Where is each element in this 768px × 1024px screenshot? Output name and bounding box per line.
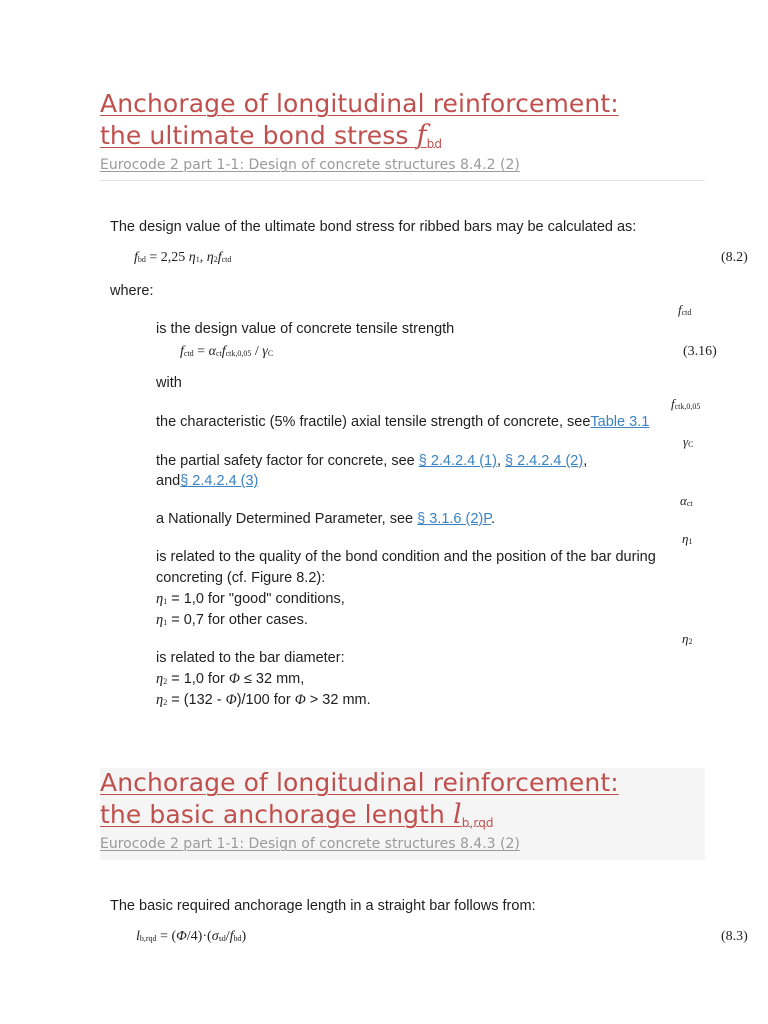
fctd-description: is the design value of concrete tensile strength bbox=[156, 321, 455, 337]
eq-eta1-sub: 1 bbox=[195, 255, 200, 264]
lbrqd-equation: lb,rqd = (Φ/4)·(σsd/fbd) bbox=[136, 929, 247, 944]
eq-eta2-sub: 2 bbox=[213, 255, 218, 264]
link-3-1-6-2p[interactable]: § 3.1.6 (2)P bbox=[417, 511, 492, 527]
section1-source-link[interactable]: Eurocode 2 part 1-1: Design of concrete structures 8.4.2 (2) bbox=[100, 157, 520, 173]
eq-f-sub: bd bbox=[137, 255, 146, 264]
eta2-description: is related to the bar diameter: bbox=[156, 650, 345, 666]
eq-fctd-sub: ctd bbox=[221, 255, 232, 264]
eta2-case-b: η2 = (132 - Φ)/100 for Φ > 32 mm. bbox=[156, 692, 371, 708]
section1-title-text: the ultimate bond stress bbox=[100, 121, 417, 150]
eq-f: f bbox=[134, 250, 138, 265]
fctd-symbol: fctd bbox=[678, 302, 692, 317]
link-2-4-2-4-3[interactable]: § 2.4.2.4 (3) bbox=[180, 473, 259, 489]
section2-title-subscript: b,rqd bbox=[461, 816, 494, 830]
eq-fctd: f bbox=[217, 250, 222, 265]
eta1-description-line2: concreting (cf. Figure 8.2): bbox=[156, 570, 326, 586]
fctk-symbol: fctk,0,05 bbox=[671, 396, 701, 411]
eta1-symbol: η1 bbox=[682, 531, 693, 546]
alpha-ct-symbol: αct bbox=[680, 493, 693, 508]
section1-divider bbox=[100, 180, 705, 181]
link-2-4-2-4-2[interactable]: § 2.4.2.4 (2) bbox=[505, 453, 584, 469]
section2-title-text: the basic anchorage length bbox=[100, 800, 454, 829]
equation-number-8-3: (8.3) bbox=[721, 929, 748, 944]
link-2-4-2-4-1[interactable]: § 2.4.2.4 (1) bbox=[418, 453, 497, 469]
section1-title-line2[interactable] bbox=[100, 120, 442, 160]
eq-eta2: η bbox=[206, 250, 214, 265]
section2-source-link[interactable]: Eurocode 2 part 1-1: Design of concrete structures 8.4.3 (2) bbox=[100, 836, 520, 852]
equation-number-8-2: (8.2) bbox=[721, 250, 748, 265]
gamma-description-line2: and§ 2.4.2.4 (3) bbox=[156, 473, 259, 489]
eq-eta1: η bbox=[188, 250, 196, 265]
eq-comma: , bbox=[199, 250, 207, 265]
eta2-symbol: η2 bbox=[682, 631, 693, 646]
section1-title-subscript: bd bbox=[426, 137, 443, 151]
section2-title-symbol: l bbox=[453, 799, 462, 830]
fctd-equation: fctd = αctfctk,0,05 / γC bbox=[180, 344, 274, 359]
section1-title-line1[interactable]: Anchorage of longitudinal reinforcement: bbox=[100, 89, 619, 118]
eq-rhs-start: = 2,25 bbox=[145, 250, 189, 265]
eta1-other: η1 = 0,7 for other cases. bbox=[156, 612, 308, 628]
section1-intro: The design value of the ultimate bond stress for ribbed bars may be calculated as: bbox=[110, 219, 637, 235]
equation-number-3-16: (3.16) bbox=[683, 344, 717, 359]
where-label: where: bbox=[110, 283, 154, 299]
eta1-good: η1 = 1,0 for "good" conditions, bbox=[156, 591, 345, 607]
section2-title-line2[interactable] bbox=[100, 799, 494, 839]
gamma-description: the partial safety factor for concrete, see § 2.4.2.4 (1), § 2.4.2.4 (2), bbox=[156, 453, 588, 469]
eta2-case-a: η2 = 1,0 for Φ ≤ 32 mm, bbox=[156, 671, 305, 687]
gamma-c-symbol: γC bbox=[683, 434, 694, 449]
section1-title-symbol: f bbox=[416, 120, 427, 151]
section2-intro: The basic required anchorage length in a straight bar follows from: bbox=[110, 898, 536, 914]
eta1-description: is related to the quality of the bond condition and the position of the bar during bbox=[156, 549, 656, 565]
fctk-description: the characteristic (5% fractile) axial tensile strength of concrete, seeTable 3.1 bbox=[156, 414, 650, 430]
alpha-description: a Nationally Determined Parameter, see § 3.1.6 (2)P. bbox=[156, 511, 496, 527]
table-3-1-link[interactable]: Table 3.1 bbox=[590, 414, 650, 430]
fbd-equation bbox=[134, 250, 231, 266]
with-label: with bbox=[156, 375, 182, 391]
section2-title-line1[interactable]: Anchorage of longitudinal reinforcement: bbox=[100, 768, 619, 797]
